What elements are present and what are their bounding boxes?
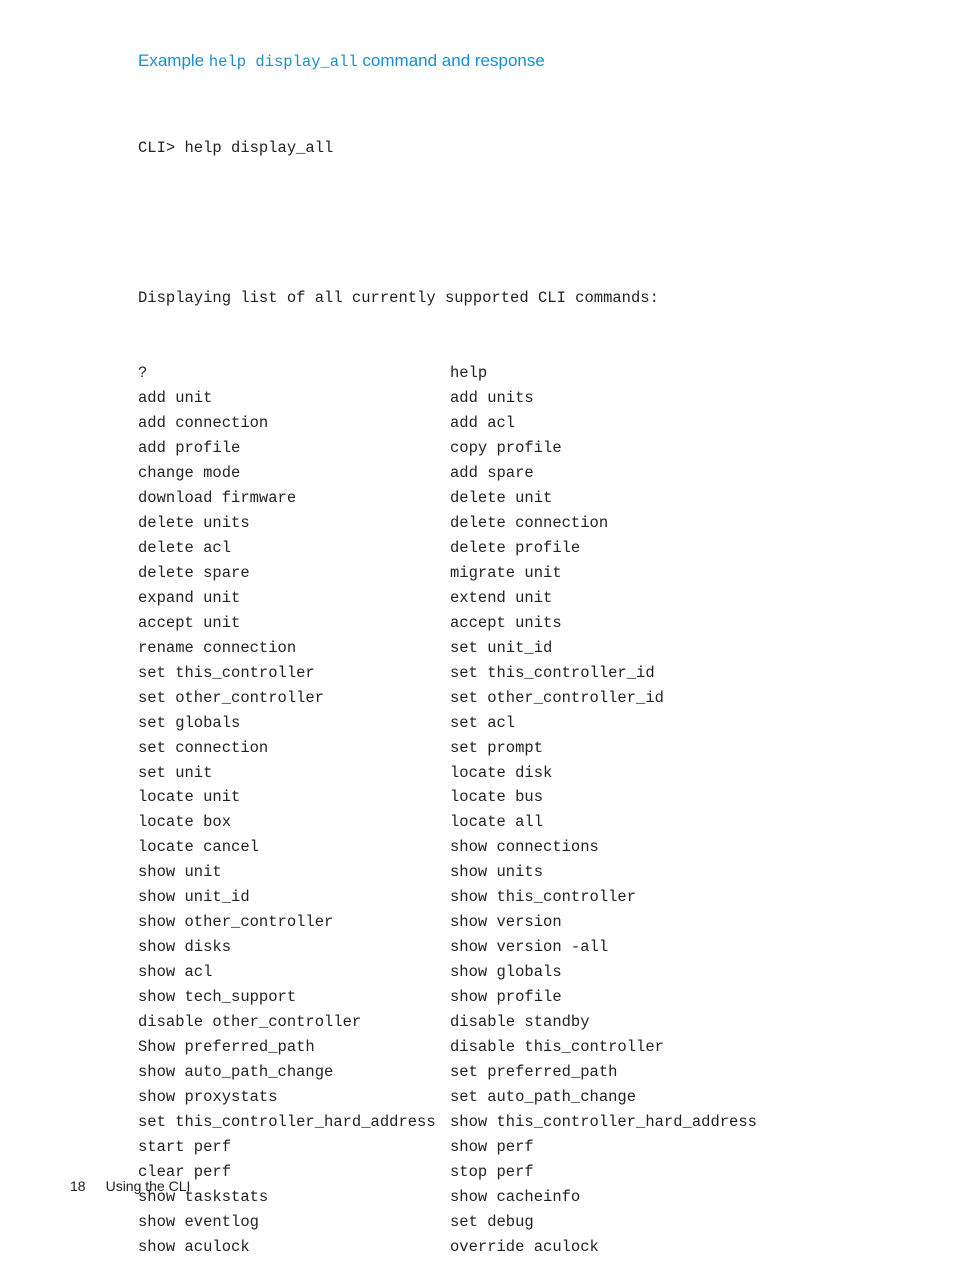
heading-command: help display_all <box>208 53 358 71</box>
command-right: set this_controller_id <box>450 663 655 682</box>
command-left: Show preferred_path <box>138 1038 315 1057</box>
command-right: show units <box>450 863 544 882</box>
command-row <box>138 486 757 511</box>
command-left: set this_controller_hard_address <box>138 1113 436 1132</box>
command-right: stop perf <box>450 1163 534 1181</box>
command-right: show version <box>450 913 562 932</box>
command-right: help <box>450 364 488 382</box>
command-right: delete connection <box>450 513 609 532</box>
command-row <box>138 661 757 686</box>
command-right: migrate unit <box>450 563 562 582</box>
command-row <box>138 461 757 486</box>
command-left: delete acl <box>138 538 232 557</box>
command-left: start perf <box>138 1138 232 1157</box>
command-right: add spare <box>450 463 534 482</box>
command-left: show unit_id <box>138 888 250 907</box>
command-left: set connection <box>138 738 269 757</box>
command-right: set unit_id <box>450 638 553 657</box>
command-left: disable other_controller <box>138 1013 362 1032</box>
command-row <box>138 436 757 461</box>
command-row <box>138 1060 757 1085</box>
command-right: set preferred_path <box>450 1063 618 1082</box>
command-right: set prompt <box>450 738 544 757</box>
command-left: set globals <box>138 713 241 732</box>
command-row <box>138 361 757 386</box>
command-row <box>138 1160 757 1185</box>
command-right: show this_controller_hard_address <box>450 1113 757 1132</box>
command-left: ? <box>138 364 148 382</box>
footer-section: Using the CLI <box>105 1178 191 1194</box>
command-left: show acl <box>138 963 213 982</box>
command-left: show proxystats <box>138 1088 278 1107</box>
command-left: show other_controller <box>138 913 334 932</box>
cli-intro-line: Displaying list of all currently supported CLI commands: <box>138 289 659 307</box>
command-right: show this_controller <box>450 888 637 907</box>
command-right: locate all <box>450 813 544 832</box>
command-row <box>138 1110 757 1135</box>
example-heading <box>138 49 545 74</box>
command-row <box>138 835 757 860</box>
command-right: show cacheinfo <box>450 1187 581 1206</box>
command-row <box>138 1010 757 1035</box>
command-left: show disks <box>138 938 232 957</box>
command-left: show auto_path_change <box>138 1063 334 1082</box>
command-left: set this_controller <box>138 663 315 682</box>
command-row <box>138 1035 757 1060</box>
command-left: download firmware <box>138 488 297 507</box>
command-row <box>138 885 757 910</box>
command-right: add acl <box>450 413 516 432</box>
command-row <box>138 785 757 810</box>
command-row <box>138 411 757 436</box>
command-right: show connections <box>450 838 599 857</box>
page-number: 18 <box>70 1178 86 1194</box>
command-right: add units <box>450 388 534 407</box>
command-right: disable standby <box>450 1013 590 1032</box>
command-right: copy profile <box>450 438 562 457</box>
command-row <box>138 1185 757 1210</box>
command-row <box>138 736 757 761</box>
cli-prompt-line: CLI> help display_all <box>138 139 334 157</box>
command-left: locate cancel <box>138 838 259 857</box>
command-right: show globals <box>450 963 562 982</box>
command-row <box>138 1085 757 1110</box>
command-right: show perf <box>450 1138 534 1157</box>
command-row <box>138 711 757 736</box>
command-left: locate box <box>138 813 232 832</box>
command-row <box>138 860 757 885</box>
command-right: locate disk <box>450 763 553 782</box>
page-footer <box>70 1178 190 1194</box>
command-row <box>138 810 757 835</box>
command-right: set acl <box>450 713 516 732</box>
command-left: delete units <box>138 513 250 532</box>
command-left: clear perf <box>138 1163 232 1181</box>
blank-line <box>138 211 757 236</box>
command-right: extend unit <box>450 588 553 607</box>
command-row <box>138 1135 757 1160</box>
command-list <box>138 361 757 1260</box>
cli-output-block <box>138 86 757 1285</box>
command-left: show unit <box>138 863 222 882</box>
command-left: set unit <box>138 763 213 782</box>
command-right: show profile <box>450 988 562 1007</box>
command-left: show taskstats <box>138 1187 269 1206</box>
command-row <box>138 1235 757 1260</box>
command-left: delete spare <box>138 563 250 582</box>
command-row <box>138 686 757 711</box>
command-row <box>138 511 757 536</box>
command-left: show tech_support <box>138 988 297 1007</box>
command-row <box>138 561 757 586</box>
command-row <box>138 985 757 1010</box>
command-left: add connection <box>138 413 269 432</box>
heading-prefix: Example <box>138 51 209 70</box>
command-left: accept unit <box>138 613 241 632</box>
command-left: rename connection <box>138 638 297 657</box>
command-left: set other_controller <box>138 688 325 707</box>
command-left: add profile <box>138 438 241 457</box>
command-right: override aculock <box>450 1237 599 1256</box>
command-row <box>138 636 757 661</box>
command-left: add unit <box>138 388 213 407</box>
command-right: locate bus <box>450 788 544 807</box>
command-row <box>138 960 757 985</box>
command-row <box>138 935 757 960</box>
command-left: locate unit <box>138 788 241 807</box>
command-right: delete profile <box>450 538 581 557</box>
command-right: delete unit <box>450 488 553 507</box>
command-right: accept units <box>450 613 562 632</box>
heading-suffix: command and response <box>357 51 545 70</box>
command-right: show version -all <box>450 938 609 957</box>
command-right: set other_controller_id <box>450 688 664 707</box>
command-right: set debug <box>450 1212 534 1231</box>
command-row <box>138 611 757 636</box>
command-row <box>138 1210 757 1235</box>
command-left: show eventlog <box>138 1212 259 1231</box>
command-left: change mode <box>138 463 241 482</box>
command-right: set auto_path_change <box>450 1088 637 1107</box>
command-row <box>138 586 757 611</box>
command-right: disable this_controller <box>450 1038 664 1057</box>
command-left: show aculock <box>138 1237 250 1256</box>
command-row <box>138 386 757 411</box>
command-row <box>138 536 757 561</box>
command-row <box>138 761 757 786</box>
command-left: expand unit <box>138 588 241 607</box>
command-row <box>138 910 757 935</box>
